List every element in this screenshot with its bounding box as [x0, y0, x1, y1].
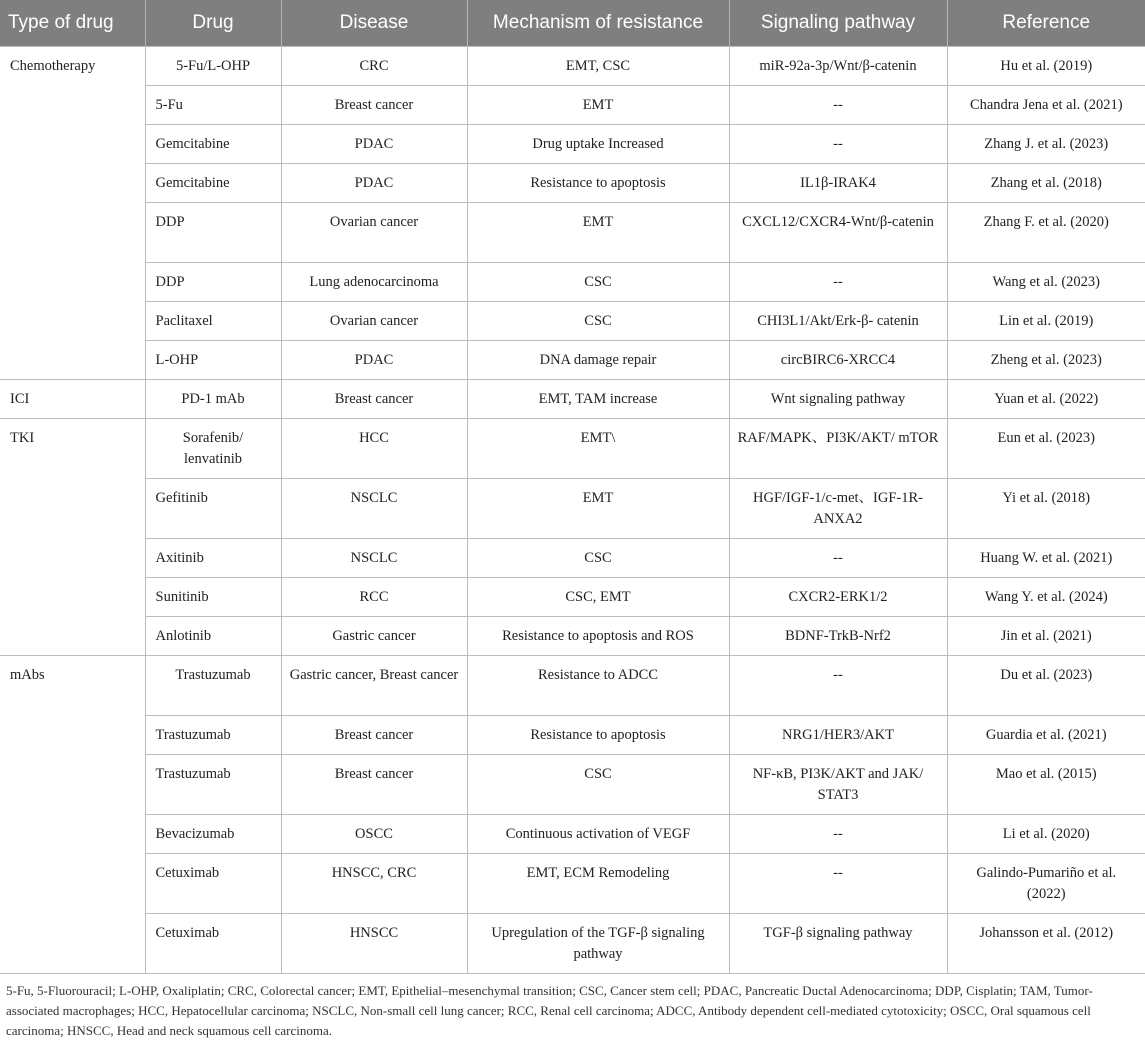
header-signaling-pathway: Signaling pathway [729, 0, 947, 47]
table-row [0, 578, 1145, 617]
pathway-cell: -- [729, 656, 947, 716]
table-row [0, 854, 1145, 914]
table-row [0, 539, 1145, 578]
table-row [0, 164, 1145, 203]
mechanism-cell: EMT [467, 86, 729, 125]
reference-cell: Wang et al. (2023) [947, 263, 1145, 302]
disease-cell: Gastric cancer [281, 617, 467, 656]
mechanism-cell: EMT, TAM increase [467, 380, 729, 419]
disease-cell: PDAC [281, 125, 467, 164]
drug-cell: Cetuximab [145, 854, 281, 914]
table-row [0, 47, 1145, 86]
drug-cell: Sunitinib [145, 578, 281, 617]
reference-cell: Mao et al. (2015) [947, 755, 1145, 815]
disease-cell: PDAC [281, 341, 467, 380]
table-row [0, 86, 1145, 125]
reference-cell: Li et al. (2020) [947, 815, 1145, 854]
mechanism-cell: EMT [467, 479, 729, 539]
table-row [0, 815, 1145, 854]
pathway-cell: -- [729, 815, 947, 854]
drug-type-cell: TKI [0, 419, 145, 656]
header-type-of-drug: Type of drug [0, 0, 145, 47]
reference-cell: Yuan et al. (2022) [947, 380, 1145, 419]
reference-cell: Chandra Jena et al. (2021) [947, 86, 1145, 125]
drug-cell: Bevacizumab [145, 815, 281, 854]
pathway-cell: NF-κB, PI3K/AKT and JAK/ STAT3 [729, 755, 947, 815]
disease-cell: OSCC [281, 815, 467, 854]
pathway-cell: -- [729, 539, 947, 578]
mechanism-cell: Continuous activation of VEGF [467, 815, 729, 854]
reference-cell: Wang Y. et al. (2024) [947, 578, 1145, 617]
mechanism-cell: CSC [467, 302, 729, 341]
drug-type-cell: ICI [0, 380, 145, 419]
pathway-cell: miR-92a-3p/Wnt/β-catenin [729, 47, 947, 86]
pathway-cell: -- [729, 125, 947, 164]
table-row [0, 755, 1145, 815]
disease-cell: Breast cancer [281, 716, 467, 755]
table-row [0, 914, 1145, 974]
pathway-cell: BDNF-TrkB-Nrf2 [729, 617, 947, 656]
drug-cell: Paclitaxel [145, 302, 281, 341]
table-row [0, 716, 1145, 755]
pathway-cell: -- [729, 263, 947, 302]
reference-cell: Huang W. et al. (2021) [947, 539, 1145, 578]
disease-cell: Breast cancer [281, 86, 467, 125]
table-row [0, 380, 1145, 419]
pathway-cell: CXCL12/CXCR4-Wnt/β-catenin [729, 203, 947, 263]
reference-cell: Yi et al. (2018) [947, 479, 1145, 539]
drug-cell: 5-Fu/L-OHP [145, 47, 281, 86]
pathway-cell: CXCR2-ERK1/2 [729, 578, 947, 617]
mechanism-cell: EMT [467, 203, 729, 263]
pathway-cell: IL1β-IRAK4 [729, 164, 947, 203]
reference-cell: Hu et al. (2019) [947, 47, 1145, 86]
reference-cell: Guardia et al. (2021) [947, 716, 1145, 755]
table-row [0, 125, 1145, 164]
pathway-cell: HGF/IGF-1/c-met、IGF-1R-ANXA2 [729, 479, 947, 539]
drug-cell: Gemcitabine [145, 164, 281, 203]
pathway-cell: circBIRC6-XRCC4 [729, 341, 947, 380]
disease-cell: Breast cancer [281, 755, 467, 815]
reference-cell: Johansson et al. (2012) [947, 914, 1145, 974]
disease-cell: HNSCC [281, 914, 467, 974]
mechanism-cell: EMT, ECM Remodeling [467, 854, 729, 914]
disease-cell: Ovarian cancer [281, 203, 467, 263]
reference-cell: Zhang J. et al. (2023) [947, 125, 1145, 164]
disease-cell: NSCLC [281, 479, 467, 539]
drug-cell: 5-Fu [145, 86, 281, 125]
mechanism-cell: Resistance to apoptosis and ROS [467, 617, 729, 656]
disease-cell: Breast cancer [281, 380, 467, 419]
disease-cell: PDAC [281, 164, 467, 203]
reference-cell: Zhang et al. (2018) [947, 164, 1145, 203]
drug-cell: L-OHP [145, 341, 281, 380]
drug-cell: Axitinib [145, 539, 281, 578]
pathway-cell: RAF/MAPK、PI3K/AKT/ mTOR [729, 419, 947, 479]
mechanism-cell: Drug uptake Increased [467, 125, 729, 164]
drug-cell: DDP [145, 203, 281, 263]
mechanism-cell: CSC [467, 755, 729, 815]
reference-cell: Jin et al. (2021) [947, 617, 1145, 656]
disease-cell: Lung adenocarcinoma [281, 263, 467, 302]
header-reference: Reference [947, 0, 1145, 47]
reference-cell: Galindo-Pumariño et al. (2022) [947, 854, 1145, 914]
mechanism-cell: CSC, EMT [467, 578, 729, 617]
mechanism-cell: Resistance to apoptosis [467, 164, 729, 203]
drug-cell: Trastuzumab [145, 716, 281, 755]
drug-cell: Gefitinib [145, 479, 281, 539]
drug-cell: PD-1 mAb [145, 380, 281, 419]
pathway-cell: -- [729, 854, 947, 914]
reference-cell: Zhang F. et al. (2020) [947, 203, 1145, 263]
drug-cell: Anlotinib [145, 617, 281, 656]
drug-cell: Cetuximab [145, 914, 281, 974]
mechanism-cell: EMT\ [467, 419, 729, 479]
disease-cell: Ovarian cancer [281, 302, 467, 341]
disease-cell: RCC [281, 578, 467, 617]
table-row [0, 656, 1145, 716]
reference-cell: Zheng et al. (2023) [947, 341, 1145, 380]
drug-type-cell: Chemotherapy [0, 47, 145, 380]
table-row [0, 617, 1145, 656]
table-row [0, 419, 1145, 479]
header-mechanism: Mechanism of resistance [467, 0, 729, 47]
drug-type-cell: mAbs [0, 656, 145, 974]
header-disease: Disease [281, 0, 467, 47]
drug-cell: Gemcitabine [145, 125, 281, 164]
drug-cell: Trastuzumab [145, 656, 281, 716]
pathway-cell: Wnt signaling pathway [729, 380, 947, 419]
mechanism-cell: CSC [467, 539, 729, 578]
table-row [0, 203, 1145, 263]
mechanism-cell: EMT, CSC [467, 47, 729, 86]
mechanism-cell: Resistance to apoptosis [467, 716, 729, 755]
pathway-cell: CHI3L1/Akt/Erk-β- catenin [729, 302, 947, 341]
mechanism-cell: Upregulation of the TGF-β signaling pathway [467, 914, 729, 974]
reference-cell: Du et al. (2023) [947, 656, 1145, 716]
mechanism-cell: CSC [467, 263, 729, 302]
disease-cell: HNSCC, CRC [281, 854, 467, 914]
header-row [0, 0, 1145, 47]
pathway-cell: NRG1/HER3/AKT [729, 716, 947, 755]
reference-cell: Eun et al. (2023) [947, 419, 1145, 479]
disease-cell: HCC [281, 419, 467, 479]
table-header [0, 0, 1145, 47]
pathway-cell: TGF-β signaling pathway [729, 914, 947, 974]
disease-cell: CRC [281, 47, 467, 86]
drug-cell: Trastuzumab [145, 755, 281, 815]
pathway-cell: -- [729, 86, 947, 125]
reference-cell: Lin et al. (2019) [947, 302, 1145, 341]
header-drug: Drug [145, 0, 281, 47]
table-row [0, 341, 1145, 380]
drug-cell: Sorafenib/ lenvatinib [145, 419, 281, 479]
table-row [0, 302, 1145, 341]
table-row [0, 263, 1145, 302]
table-row [0, 479, 1145, 539]
disease-cell: Gastric cancer, Breast cancer [281, 656, 467, 716]
disease-cell: NSCLC [281, 539, 467, 578]
table-body [0, 47, 1145, 974]
table-footnote: 5-Fu, 5-Fluorouracil; L-OHP, Oxaliplatin; CRC, Colorectal cancer; EMT, Epithelial–mesenchymal transition; CSC, Cancer stem cell; PDAC, Pancreatic Ductal Adenocarcinoma; DDP, Cisplatin; TAM, Tumor-associated macrophages; HCC, Hepatocellular carcinoma; NSCLC, Non-small cell lung cancer; RCC, Renal cell carcinoma; ADCC, Antibody dependent cell-mediated cytotoxicity; OSCC, Oral squamous cell carcinoma; HNSCC, Head and neck squamous cell carcinoma. [6, 983, 1093, 1038]
mechanism-cell: Resistance to ADCC [467, 656, 729, 716]
drug-cell: DDP [145, 263, 281, 302]
mechanism-cell: DNA damage repair [467, 341, 729, 380]
